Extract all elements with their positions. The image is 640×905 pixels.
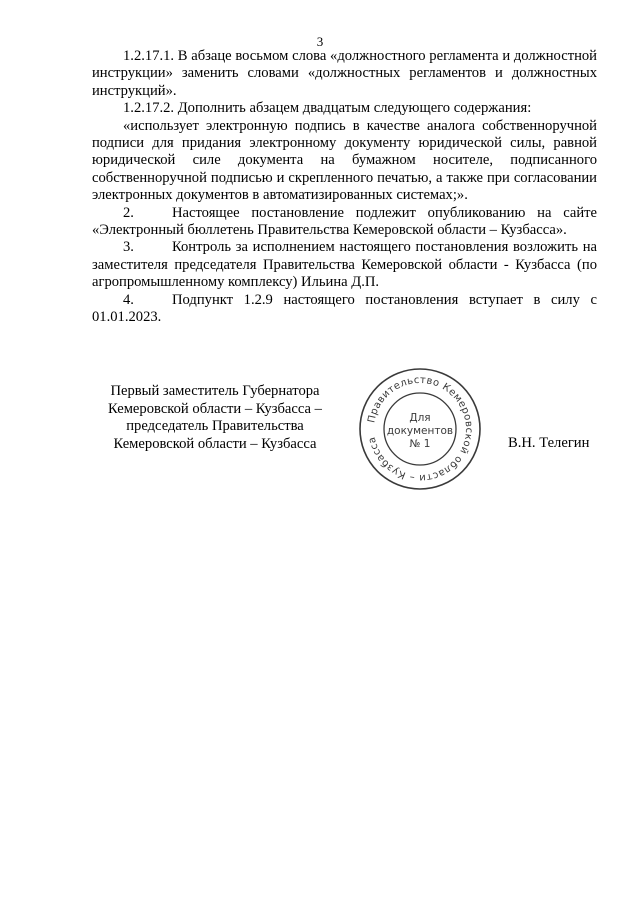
paragraph-4 (92, 292, 597, 327)
seal-ring-text: Правительство Кемеровской области – Кузбасса (366, 374, 475, 484)
paragraph-text: Подпункт 1.2.9 настоящего постановления вступает в силу с 01.01.2023. (92, 291, 597, 326)
document-body (92, 48, 597, 327)
paragraph-number: 2. (123, 204, 134, 221)
signature-line: Кемеровской области – Кузбасса – (108, 400, 322, 417)
paragraph-text: Контроль за исполнением настоящего постановления возложить на заместителя председателя Правительства Кемеровской области - Кузбасса (по агропромышленному комплексу) Ильина Д.П. (92, 239, 597, 291)
signature-line: председатель Правительства (126, 418, 304, 435)
seal-center-line-3: № 1 (409, 438, 431, 450)
paragraph-2 (92, 205, 597, 240)
paragraph-text: «использует электронную подпись в качестве аналога собственноручной подписи для придания электронному документу юридической силы, равной юридической силе документа на бумажном носителе, подписанного собственноручной подписью и скрепленного печатью, а также при согласовании электронных документов в автоматизированных системах;». (92, 117, 597, 204)
seal-center-line-2: документов (386, 425, 454, 437)
signature-line: Кемеровской области – Кузбасса (113, 435, 317, 452)
page-number: 3 (316, 34, 324, 49)
paragraph-quote (92, 118, 597, 205)
paragraph-number: 4. (123, 291, 134, 308)
paragraph-1-2-17-1 (92, 48, 597, 100)
paragraph-1-2-17-2 (92, 100, 597, 117)
paragraph-text: 1.2.17.1. В абзаце восьмом слова «должностного регламента и должностной инструкции» заменить словами «должностных регламентов и должностных инструкций». (92, 48, 597, 99)
seal-center-line-1: Для (409, 412, 431, 424)
paragraph-text: 1.2.17.2. Дополнить абзацем двадцатым следующего содержания: (123, 100, 532, 117)
official-seal-stamp (356, 365, 484, 493)
paragraph-number: 3. (123, 239, 134, 256)
paragraph-text: Настоящее постановление подлежит опубликованию на сайте «Электронный бюллетень Правительства Кемеровской области – Кузбасса». (92, 204, 597, 239)
signature-title-block (86, 383, 344, 453)
signature-line: Первый заместитель Губернатора (110, 383, 320, 399)
signer-name: В.Н. Телегин (508, 435, 590, 451)
paragraph-3 (92, 239, 597, 291)
